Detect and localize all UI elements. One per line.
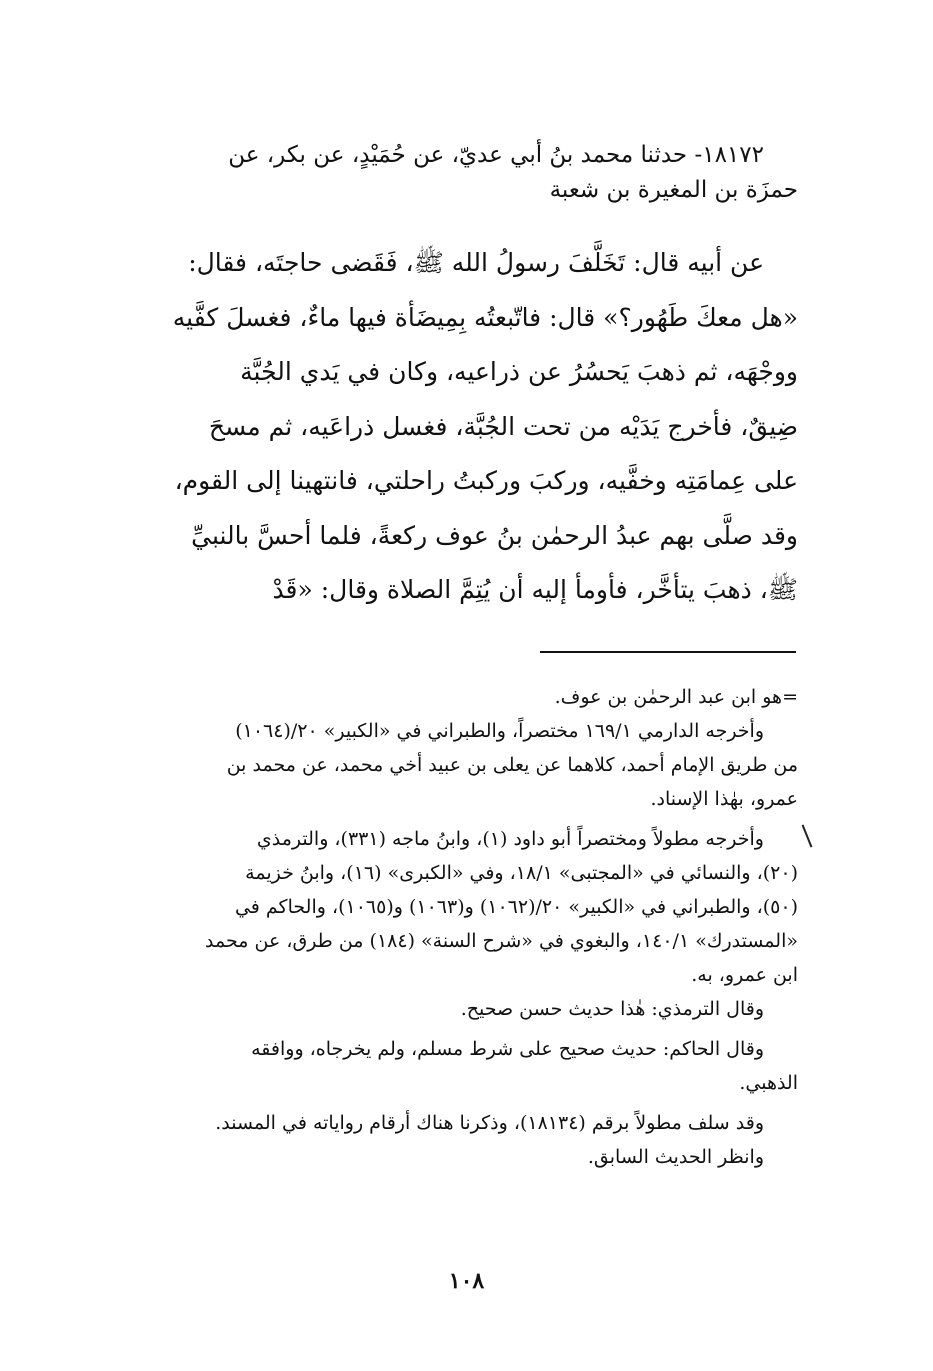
matn-line-7: ﷺ، ذهبَ يتأخَّر، فأومأ إليه أن يُتِمَّ الصلاة وقال: «قَدْ [272, 575, 798, 604]
matn-line-1: عن أبيه قال: تَخَلَّفَ رسولُ الله ﷺ، فَقَضى حاجتَه، فقال: [188, 248, 764, 277]
matn-line-5: على عِمامَتِه وخفَّيه، وركبَ وركبتُ راحلتي، فانتهينا إلى القوم، [174, 466, 798, 495]
footnote-line: وأخرجه الدارمي ١٦٩/١ مختصراً، والطبراني في «الكبير» ٢٠/(١٠٦٤) [235, 720, 764, 742]
hadith-matn [96, 236, 798, 618]
footnote-separator [540, 651, 796, 653]
footnote-line: ابن عمرو، به. [691, 964, 798, 986]
matn-line-4: ضِيقٌ، فأخرج يَدَيْه من تحت الجُبَّة، فغسل ذراعَيه، ثم مسحَ [208, 411, 798, 441]
matn-line-2: «هل معكَ طَهُور؟» قال: فاتّبعتُه بِمِيضَأة فيها ماءٌ، فغسلَ كفَّيه [172, 302, 798, 332]
isnad-line-1: ١٨١٧٢- حدثنا محمد بنُ أبي عديّ، عن حُمَيْدٍ، عن بكر، عن [228, 142, 764, 168]
isnad-line-2: حمزَة بن المغيرة بن شعبة [549, 177, 798, 203]
footnote-line: الذهبي. [739, 1072, 798, 1094]
footnote-line: (٢٠)، والنسائي في «المجتبى» ١٨/١، وفي «الكبرى» (١٦)، وابنُ خزيمة [245, 862, 798, 884]
footnote-line: (٥٠)، والطبراني في «الكبير» ٢٠/(١٠٦٢) و(١٠٦٣) و(١٠٦٥)، والحاكم في [234, 896, 798, 918]
footnote-line: من طريق الإمام أحمد، كلاهما عن يعلى بن عبيد أخي محمد، عن محمد بن [226, 754, 798, 776]
footnote-line: وأخرجه مطولاً ومختصراً أبو داود (١)، وابنُ ماجه (٣٣١)، والترمذي [256, 828, 764, 850]
footnote-continuation: =هو ابن عبد الرحمٰن بن عوف. [554, 686, 798, 708]
hadith-isnad [96, 138, 798, 208]
matn-line-3: ووجْهَه، ثم ذهبَ يَحسُرُ عن ذراعيه، وكان في يَدي الجُبَّة [240, 357, 798, 386]
footnote-line: «المستدرك» ١٤٠/١، والبغوي في «شرح السنة» (١٨٤) من طرق، عن محمد [205, 930, 798, 952]
footnotes [96, 680, 798, 1174]
footnote-line: وقد سلف مطولاً برقم (١٨١٣٤)، وذكرنا هناك أرقام رواياته في المسند. [215, 1112, 764, 1134]
footnote-line: وانظر الحديث السابق. [587, 1146, 764, 1168]
footnote-line: عمرو، بهٰذا الإسناد. [650, 788, 798, 810]
footnote-line: وقال الترمذي: هٰذا حديث حسن صحيح. [460, 998, 764, 1020]
matn-line-6: وقد صلَّى بهم عبدُ الرحمٰن بنُ عوف ركعةً، فلما أحسَّ بالنبيِّ [191, 520, 798, 550]
margin-pen-mark [802, 824, 813, 847]
footnote-line: وقال الحاكم: حديث صحيح على شرط مسلم، ولم يخرجاه، ووافقه [251, 1038, 764, 1060]
page-number: ١٠٨ [448, 1268, 485, 1294]
